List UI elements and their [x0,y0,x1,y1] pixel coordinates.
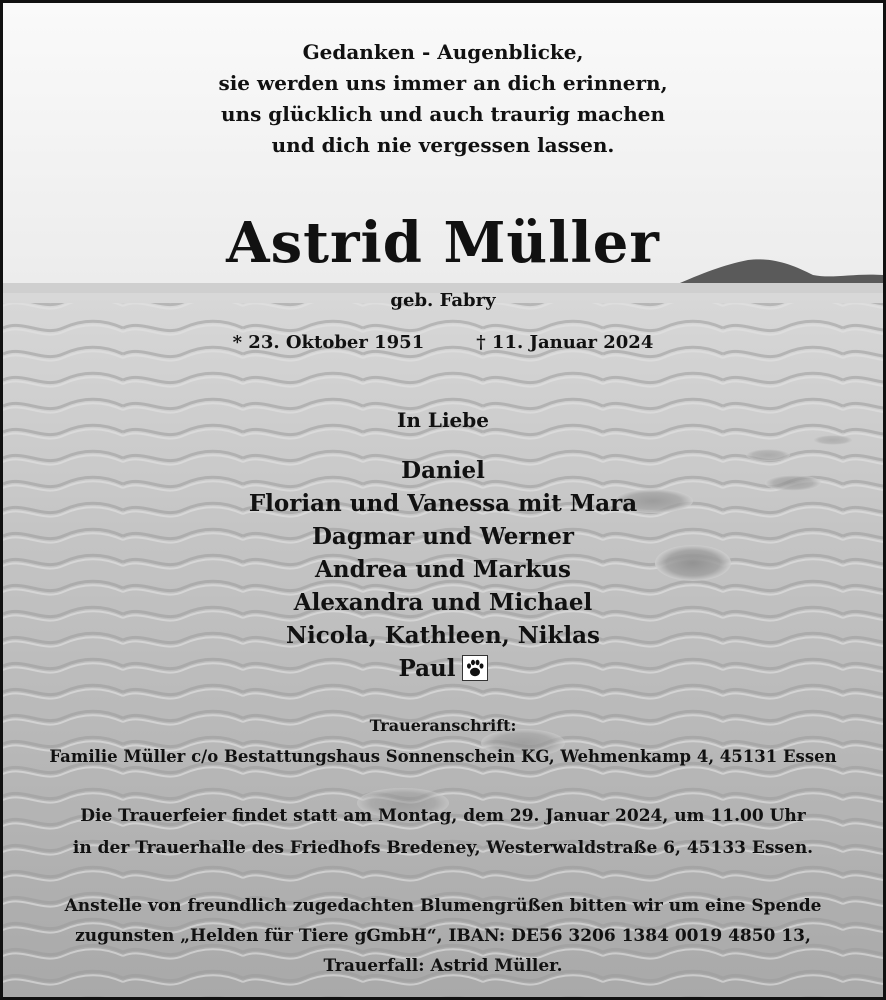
poem-line: und dich nie vergessen lassen. [271,133,615,157]
birth-name: geb. Fabry [390,290,496,311]
donation-request [3,891,883,981]
poem-line: Gedanken - Augenblicke, [302,40,584,64]
donation-line: Trauerfall: Astrid Müller. [323,956,563,976]
mourner-entry: Alexandra und Michael [293,589,593,616]
death-date: † 11. Januar 2024 [476,332,654,353]
donation-line: Anstelle von freundlich zugedachten Blumengrüßen bitten wir um eine Spende [64,896,822,916]
mourner-entry: Paul [398,655,456,682]
mourner-entry: Daniel [401,457,485,484]
notice-content [3,3,883,997]
birth-date: * 23. Oktober 1951 [232,332,425,353]
mourner-entry: Florian und Vanessa mit Mara [248,490,638,517]
deceased-name: Astrid Müller [226,210,660,276]
poem-line: sie werden uns immer an dich erinnern, [218,71,668,95]
mourner-entry: Andrea und Markus [315,556,571,583]
service-line: in der Trauerhalle des Friedhofs Bredeney, Westerwaldstraße 6, 45133 Essen. [72,838,814,858]
poem-line: uns glücklich und auch traurig machen [220,102,665,126]
mourner-entry: Dagmar und Werner [311,523,574,550]
mourner-entry-with-icon [3,652,883,685]
service-line: Die Trauerfeier findet statt am Montag, dem 29. Januar 2024, um 11.00 Uhr [80,806,806,826]
donation-line: zugunsten „Helden für Tiere gGmbH“, IBAN: DE56 3206 1384 0019 4850 13, [75,926,811,946]
funeral-service-info [3,800,883,864]
mourning-address-label: Traueranschrift: [369,716,517,735]
in-love-label: In Liebe [397,408,489,432]
mourning-address: Familie Müller c/o Bestattungshaus Sonnenschein KG, Wehmenkamp 4, 45131 Essen [49,747,837,766]
life-dates [3,331,883,355]
mourners-list [3,454,883,685]
memorial-poem [3,37,883,161]
mourner-entry: Nicola, Kathleen, Niklas [285,622,601,649]
paw-print-icon [462,655,488,681]
